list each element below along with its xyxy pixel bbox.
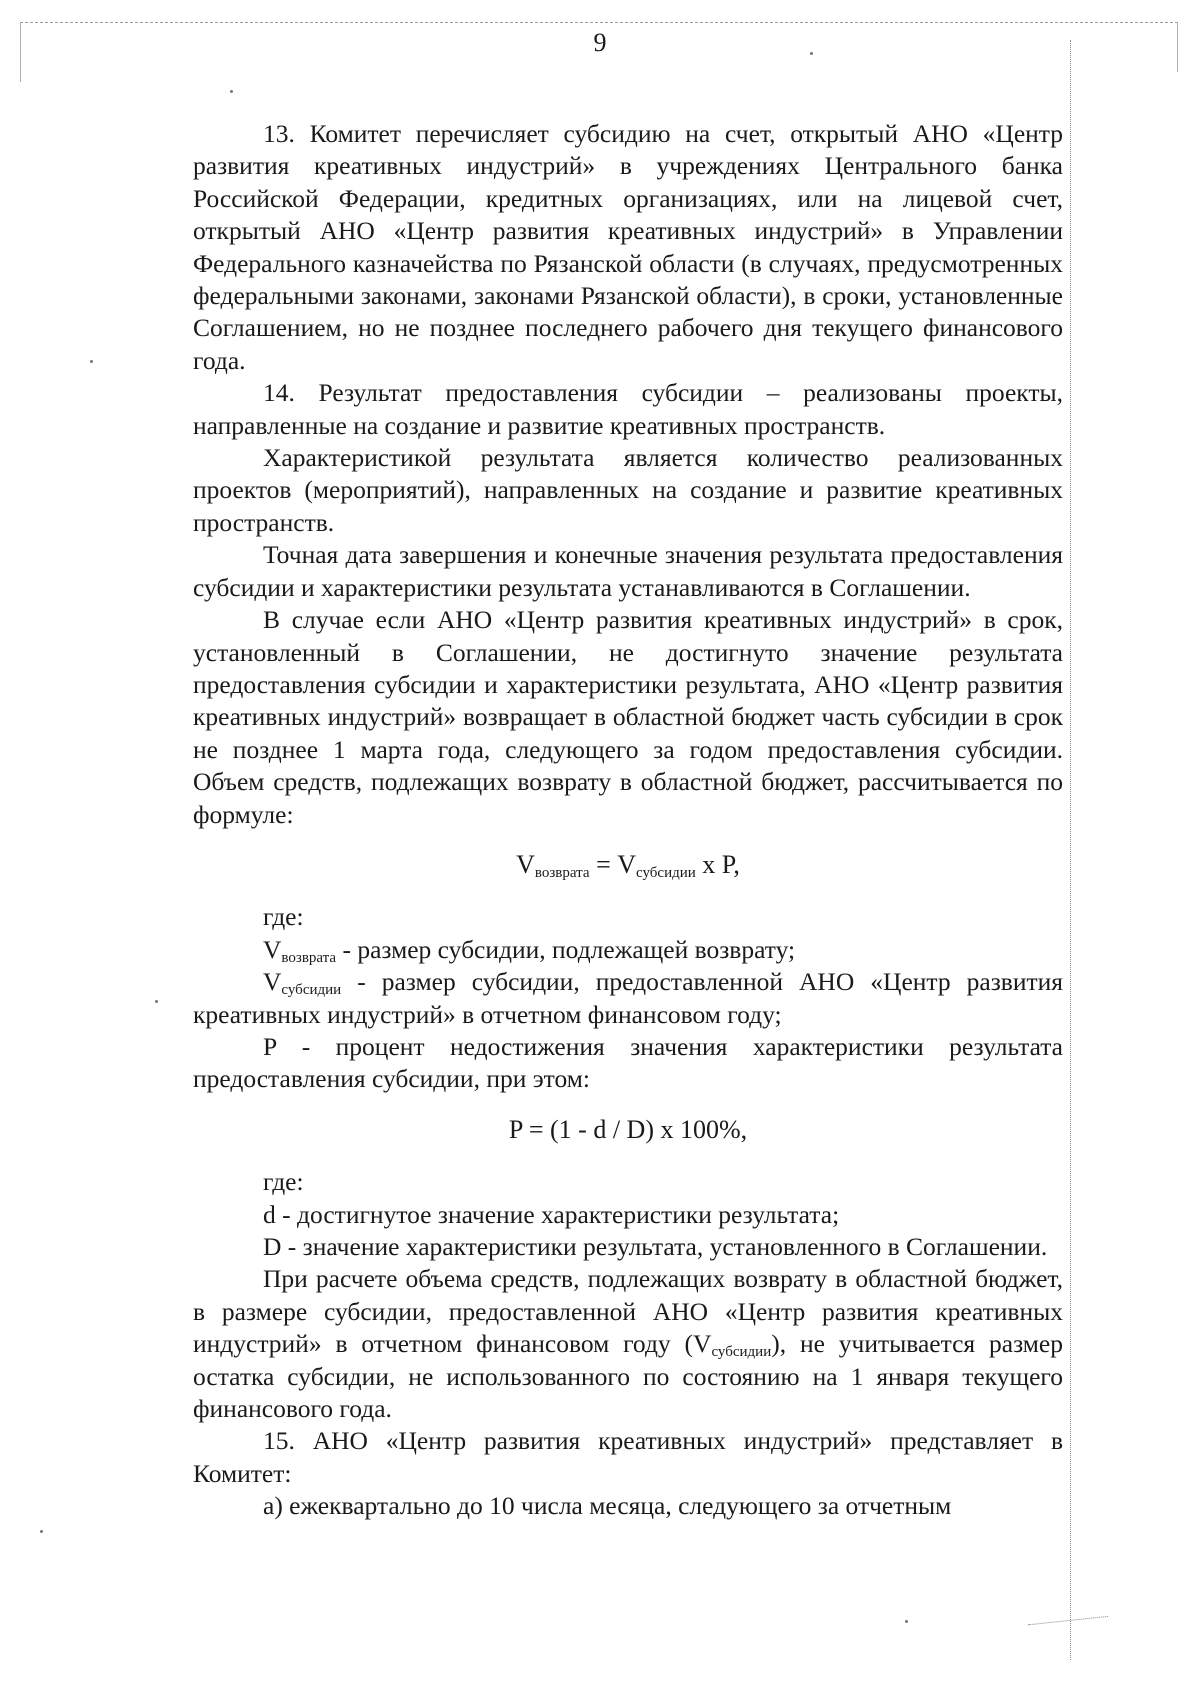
subscript-subsidy: субсидии xyxy=(711,1344,772,1361)
paragraph-14-date: Точная дата завершения и конечные значения результата предоставления субсидии и характеристики результата устанавливаются в Соглашении. xyxy=(193,540,1063,602)
definition-d: d - достигнутое значение характеристики результата; xyxy=(263,1199,840,1229)
definition-v-subsidy xyxy=(193,966,1063,1031)
scan-speck xyxy=(230,90,233,93)
scan-speck xyxy=(40,1530,43,1533)
formula-subscript-return: возврата xyxy=(534,864,590,881)
scan-speck xyxy=(155,1000,158,1003)
paragraph-15-a: а) ежеквартально до 10 числа месяца, следующего за отчетным xyxy=(263,1491,952,1521)
formula-equals: = V xyxy=(589,849,637,879)
subscript-return: возврата xyxy=(281,949,337,966)
symbol-v: V xyxy=(263,934,282,964)
symbol-v: V xyxy=(263,967,282,997)
paragraph-14-return: В случае если АНО «Центр развития креативных индустрий» в срок, установленный в Соглашении, не достигнуто значение результата предоставления субсидии и характеристики результата, АНО «Центр развития креативных индустрий» возвращает в областной бюджет часть субсидии в срок не позднее 1 марта года, следующего за годом предоставления субсидии. Объем средств, подлежащих возврату в областной бюджет, рассчитывается по формуле: xyxy=(193,605,1063,829)
paragraph-15: 15. АНО «Центр развития креативных индустрий» представляет в Комитет: xyxy=(193,1426,1063,1488)
paragraph-14: 14. Результат предоставления субсидии – реализованы проекты, направленные на создание и развитие креативных пространств. xyxy=(193,378,1063,440)
definition-p: P - процент недостижения значения характеристики результата предоставления субсидии, при этом: xyxy=(193,1031,1063,1094)
paragraph-calc-note xyxy=(193,1263,1063,1425)
definition-text: - размер субсидии, подлежащей возврату; xyxy=(336,934,796,964)
paragraph-13: 13. Комитет перечисляет субсидию на счет, открытый АНО «Центр развития креативных индустрий» в учреждениях Центрального банка Российской Федерации, кредитных организациях, или на лицевой счет, открытый АНО «Центр развития креативных индустрий» в Управлении Федерального казначейства по Рязанской области (в случаях, предусмотренных федеральными законами, законами Рязанской области), в сроки, установленные Соглашением, но не позднее последнего рабочего дня текущего финансового года. xyxy=(193,119,1063,375)
page-number: 9 xyxy=(593,28,607,57)
paragraph-14-characteristic: Характеристикой результата является количество реализованных проектов (мероприятий), направленных на создание и развитие креативных пространств. xyxy=(193,443,1063,537)
where-label: где: xyxy=(263,1167,304,1197)
formula-return-volume xyxy=(193,849,1063,881)
formula-percent: P = (1 - d / D) x 100%, xyxy=(508,1114,748,1144)
definition-D: D - значение характеристики результата, установленного в Соглашении. xyxy=(263,1232,1048,1261)
calc-note-text: ), не учитывается размер остатка субсидии, не использованного по состоянию на 1 января текущего финансового года. xyxy=(193,1329,1063,1424)
scan-mark xyxy=(1029,1616,1112,1655)
where-label: где: xyxy=(263,902,304,932)
formula-tail: x P, xyxy=(695,849,740,879)
scan-speck xyxy=(90,360,93,363)
calc-note-text: При расчете объема средств, подлежащих возврату в областной бюджет, в размере субсидии, предоставленной АНО «Центр развития креативных индустрий» в отчетном финансовом году (V xyxy=(193,1264,1063,1359)
scan-fold-line xyxy=(1070,40,1071,1660)
definition-v-return xyxy=(193,934,1063,966)
scan-speck xyxy=(905,1620,908,1623)
document-body xyxy=(193,118,1063,1523)
subscript-subsidy: субсидии xyxy=(281,982,342,999)
formula-symbol-v: V xyxy=(516,849,535,879)
scan-border-top xyxy=(20,22,1178,23)
definition-text: - размер субсидии, предоставленной АНО «Центр развития креативных индустрий» в отчетном финансовом году; xyxy=(193,967,1063,1029)
formula-subscript-subsidy: субсидии xyxy=(636,864,696,881)
